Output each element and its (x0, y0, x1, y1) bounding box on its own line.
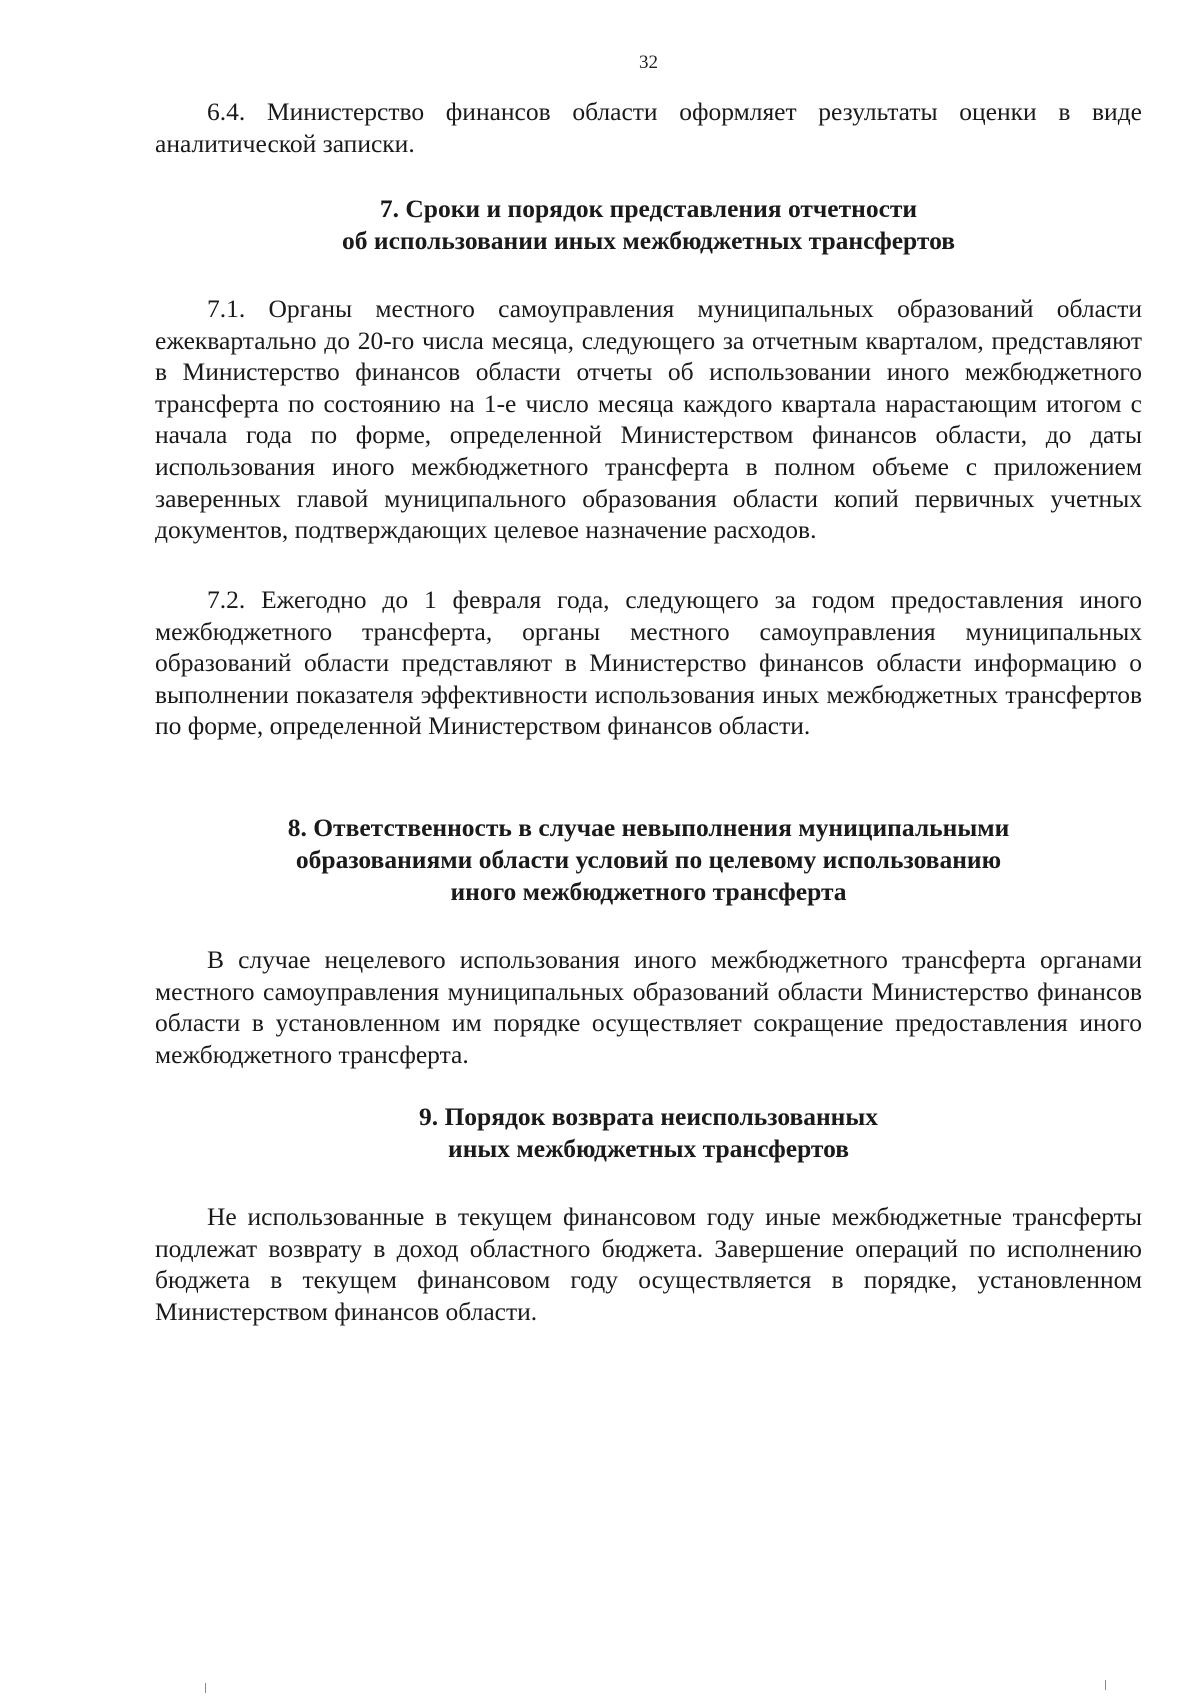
section-7-title-line-2: об использовании иных межбюджетных трансфертов (342, 226, 955, 255)
section-9-title-line-1: 9. Порядок возврата неиспользованных (418, 1102, 879, 1131)
paragraph-9: Не использованные в текущем финансовом году иные межбюджетные трансферты подлежат возврату в доход областного бюджета. Завершение операций по исполнению бюджета в текущем финансовом году осуществляется в порядке, установленном Министерством финансов области. (155, 1202, 1142, 1326)
paragraph-8: В случае нецелевого использования иного межбюджетного трансферта органами местного самоуправления муниципальных образований области Министерство финансов области в установленном им порядке осуществляет сокращение предоставления иного межбюджетного трансферта. (155, 945, 1142, 1069)
paragraph-7-2: 7.2. Ежегодно до 1 февраля года, следующего за годом предоставления иного межбюджетного трансферта, органы местного самоуправления муниципальных образований области представляют в Министерство финансов области информацию о выполнении показателя эффективности использования иных межбюджетных трансфертов по форме, определенной Министерством финансов области. (155, 585, 1142, 741)
paragraph-6-4: 6.4. Министерство финансов области оформляет результаты оценки в виде аналитической записки. (155, 97, 1142, 158)
section-8-title (155, 812, 1142, 908)
section-8-title-line-2: образованиями области условий по целевому использованию (295, 845, 1002, 874)
section-7-title-line-1: 7. Сроки и порядок представления отчетности (379, 194, 918, 223)
section-8-title-line-3: иного межбюджетного трансферта (450, 877, 847, 906)
scan-mark-right (1105, 1680, 1106, 1690)
paragraph-7-1: 7.1. Органы местного самоуправления муниципальных образований области ежеквартально до 20-го числа месяца, следующего за отчетным кварталом, представляют в Министерство финансов области отчеты об использовании иного межбюджетного трансферта по состоянию на 1-е число месяца каждого квартала нарастающим итогом с начала года по форме, определенной Министерством финансов области, до даты использования иного межбюджетного трансферта в полном объеме с приложением заверенных главой муниципального образования области копий первичных учетных документов, подтверждающих целевое назначение расходов. (155, 294, 1142, 545)
section-8-title-line-1: 8. Ответственность в случае невыполнения муниципальными (287, 813, 1010, 842)
page-number: 32 (639, 52, 658, 73)
section-9-title (155, 1101, 1142, 1165)
section-7-title (155, 193, 1142, 257)
section-9-title-line-2: иных межбюджетных трансфертов (448, 1134, 849, 1163)
scan-mark-left (205, 1683, 206, 1693)
